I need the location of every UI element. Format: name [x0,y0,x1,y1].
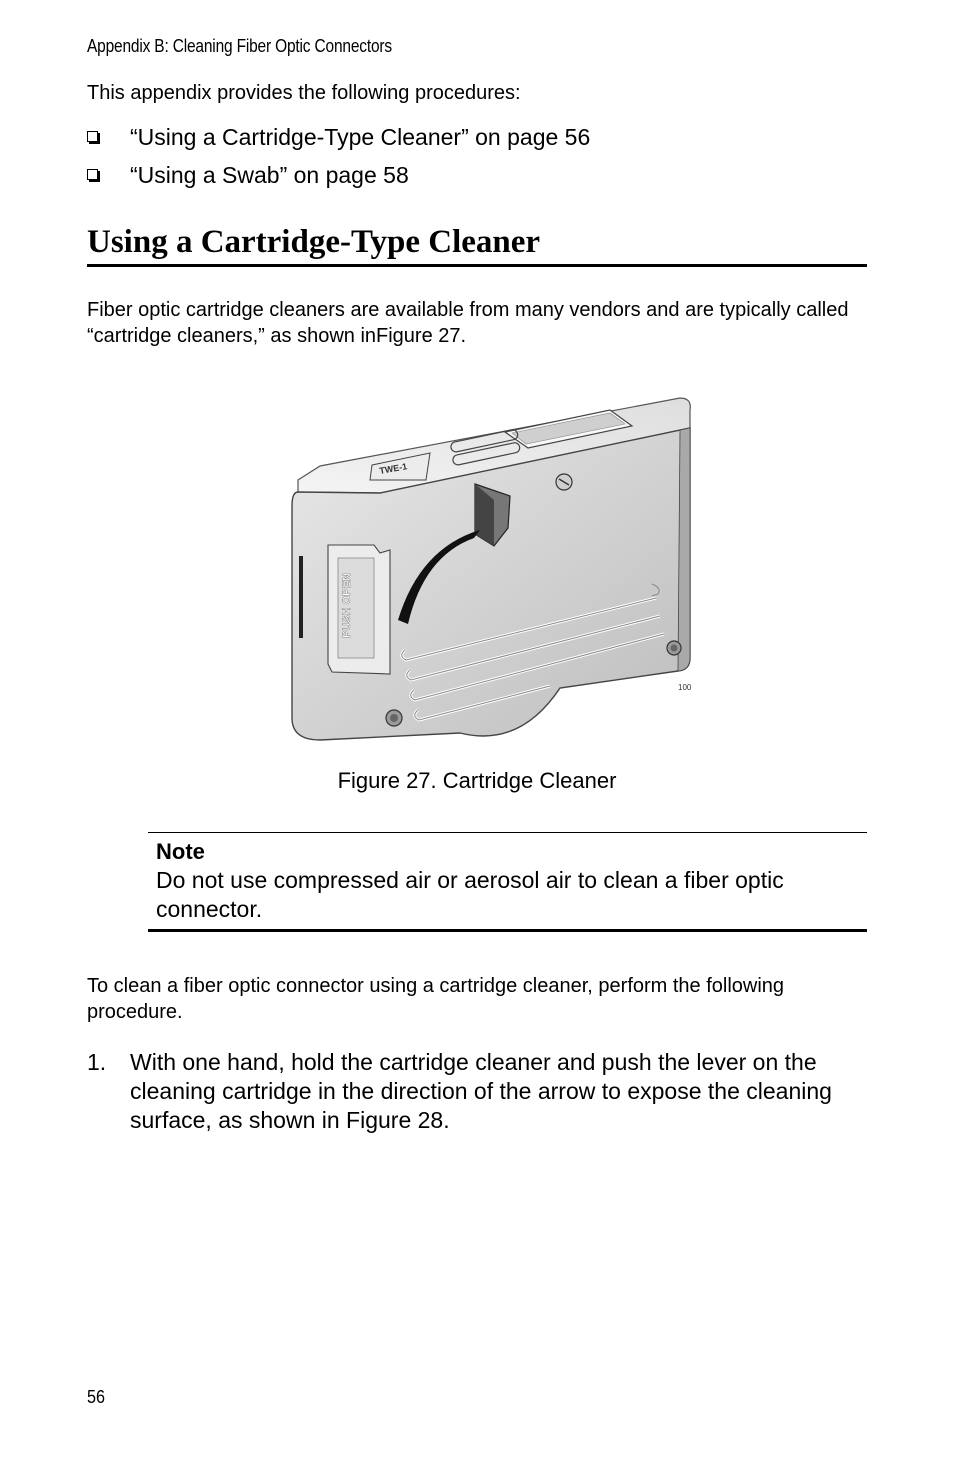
intro-paragraph: Fiber optic cartridge cleaners are available from many vendors and are typically called “cartridge cleaners,” as shown inFigure 27. [87,299,849,347]
intro-text: This appendix provides the following procedures: [87,82,521,104]
figure-side-label: PUSH OPEN [341,573,353,638]
section-title: Using a Cartridge-Type Cleaner [87,222,867,267]
cartridge-cleaner-illustration [280,388,700,758]
figure-top-label: TWE-1 [378,461,408,476]
running-header: Appendix B: Cleaning Fiber Optic Connectors [87,36,392,56]
cartridge-cleaner-figure [280,388,700,758]
note-title: Note [156,839,205,864]
procedure-link[interactable]: “Using a Cartridge-Type Cleaner” on page 56 [130,124,591,150]
figure-caption: Figure 27. Cartridge Cleaner [337,768,617,793]
procedure-link[interactable]: “Using a Swab” on page 58 [130,162,409,188]
procedure-intro-paragraph: To clean a fiber optic connector using a cartridge cleaner, perform the following procedure. [87,975,785,1023]
figure-art-id: 100 [678,683,692,692]
step-item [87,1048,877,1135]
step-list [87,1048,877,1135]
checkbox-bullet-icon [87,131,98,142]
checkbox-bullet-icon [87,169,98,180]
page-number: 56 [87,1387,106,1407]
step-number: 1. [87,1049,107,1075]
note-box [148,832,867,932]
note-text: Do not use compressed air or aerosol air to clean a fiber optic connector. [156,867,784,922]
step-text: With one hand, hold the cartridge cleaner and push the lever on the cleaning cartridge in the direction of the arrow to expose the cleaning surface, as shown in Figure 28. [130,1049,832,1133]
